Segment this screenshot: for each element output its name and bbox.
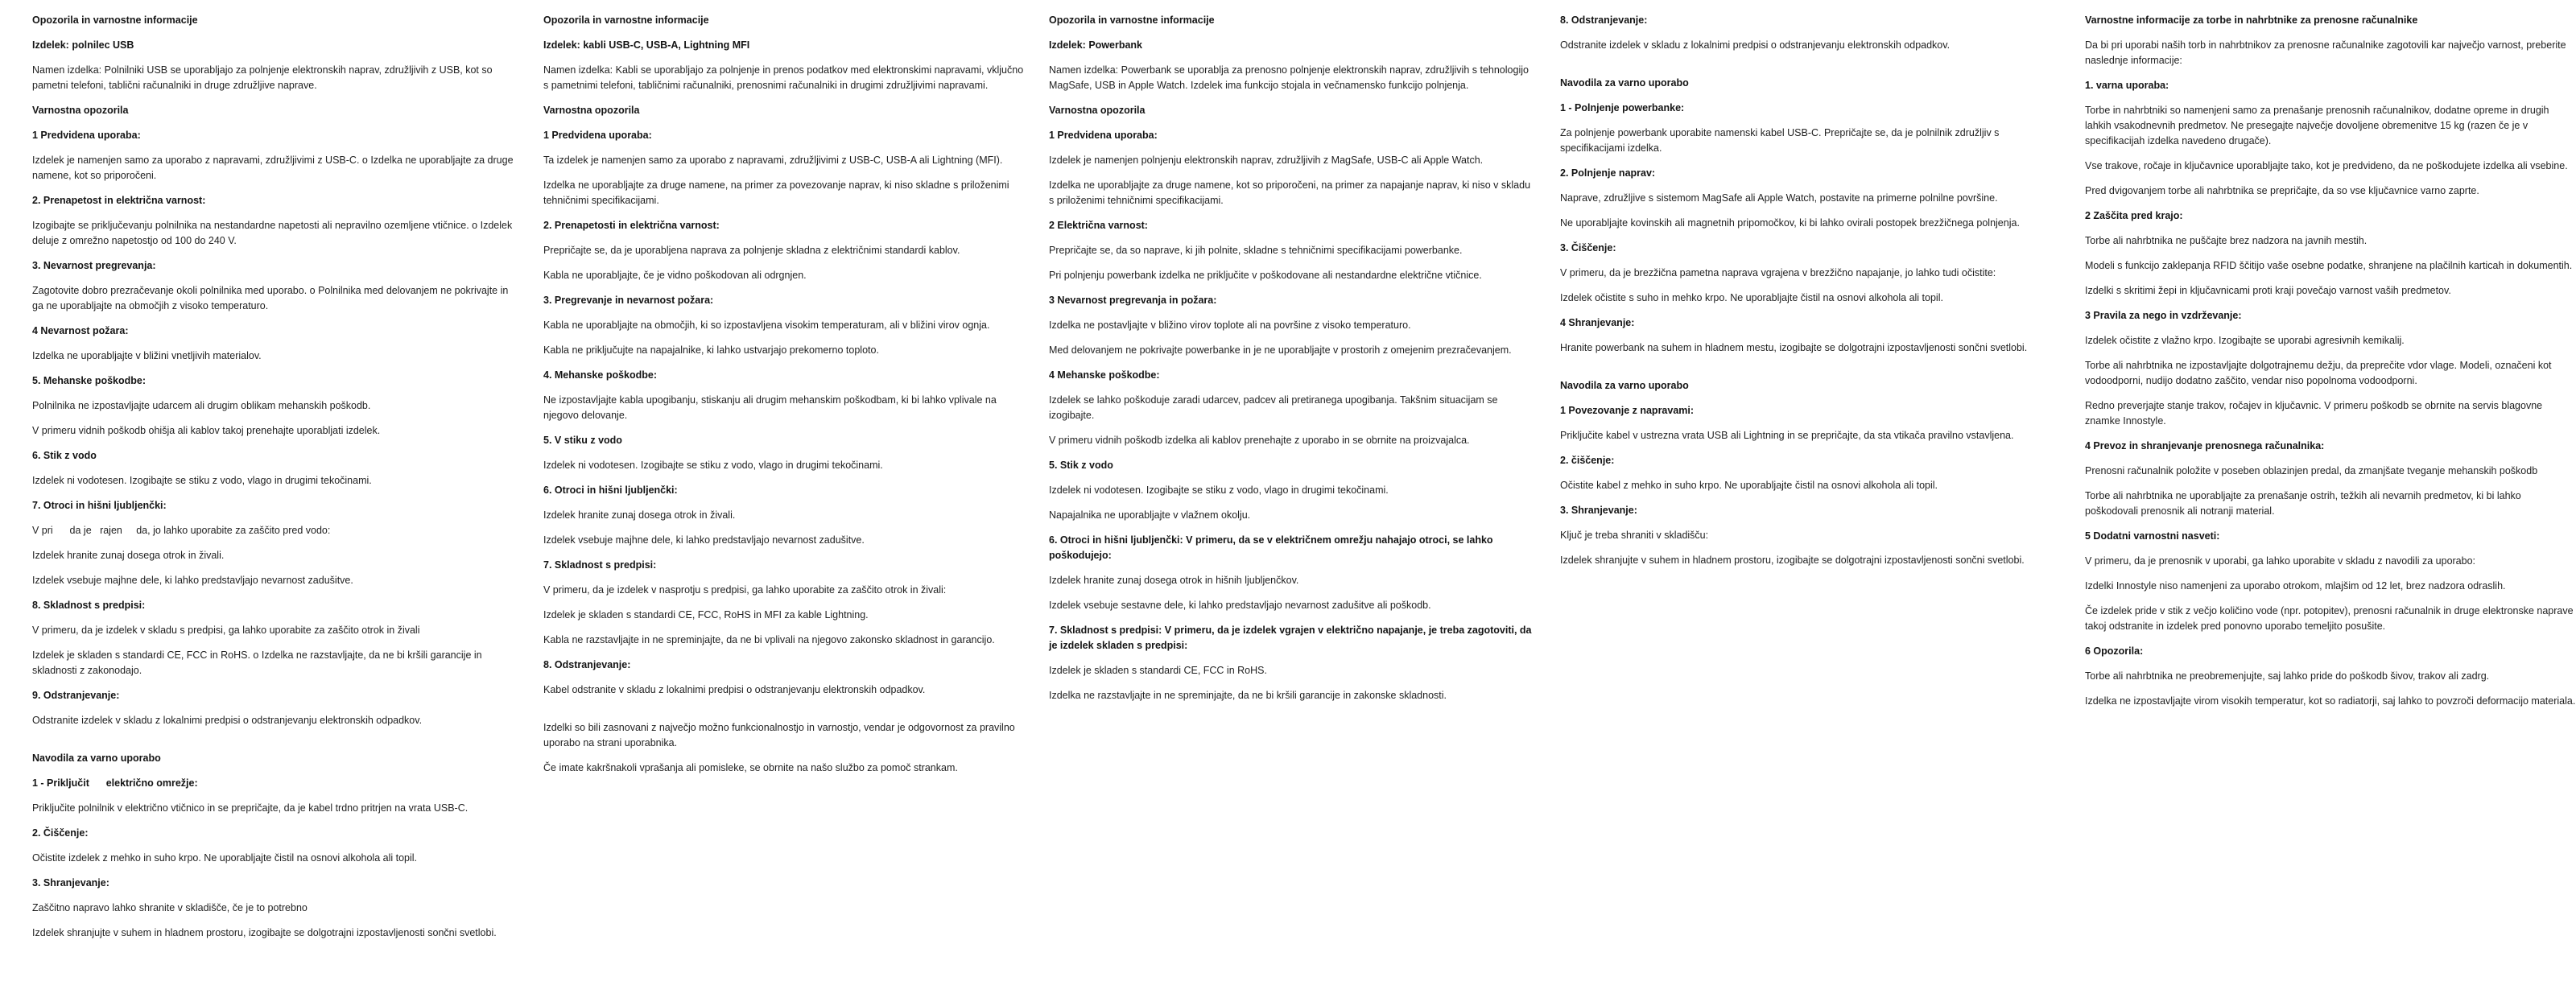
section-heading: 3. Pregrevanje in nevarnost požara: <box>543 295 714 306</box>
section-heading: Izdelek: kabli USB-C, USB-A, Lightning MFI <box>543 39 750 51</box>
paragraph: Izdelek ni vodotesen. Izogibajte se stiku z vodo, vlago in drugimi tekočinami. <box>32 475 372 486</box>
section-heading: Opozorila in varnostne informacije <box>1049 14 1215 26</box>
section-heading: 3. Shranjevanje: <box>32 877 109 888</box>
paragraph: Izdelek je namenjen samo za uporabo z napravami, združljivimi z USB-C. o Izdelka ne uporabljajte za druge namene, kot so priporočeni. <box>32 155 517 181</box>
section-heading: Izdelek: polnilec USB <box>32 39 134 51</box>
section-heading: 4 Prevoz in shranjevanje prenosnega računalnika: <box>2085 440 2325 451</box>
paragraph: Izdelek je namenjen polnjenju elektronskih naprav, združljivih z MagSafe, USB-C ali Apple Watch. <box>1049 155 1484 166</box>
section-heading: 3. Čiščenje: <box>1560 242 1616 254</box>
paragraph: Namen izdelka: Polnilniki USB se uporabljajo za polnjenje elektronskih naprav, združljivih z USB, kot so pametni telefoni, tablični računalniki in druge združljive naprave. <box>32 64 496 91</box>
paragraph: Izdelka ne uporabljajte v bližini vnetljivih materialov. <box>32 350 262 361</box>
paragraph: Torbe ali nahrbtnika ne uporabljajte za prenašanje ostrih, težkih ali nevarnih predmetov, ki bi lahko poškodovali prenosnik ali notranji material. <box>2085 490 2524 517</box>
section-heading: Varnostna opozorila <box>32 105 129 116</box>
paragraph: Izdelek hranite zunaj dosega otrok in hišnih ljubljenčkov. <box>1049 575 1299 586</box>
section-heading: 8. Odstranjevanje: <box>543 659 631 670</box>
paragraph: V primeru vidnih poškodb ohišja ali kablov takoj prenehajte uporabljati izdelek. <box>32 425 381 436</box>
section-heading: 6. Otroci in hišni ljubljenčki: <box>543 484 678 496</box>
section-heading: 1. varna uporaba: <box>2085 80 2169 91</box>
paragraph: Izdelki s skritimi žepi in ključavnicami proti kraji povečajo varnost vaših predmetov. <box>2085 285 2451 296</box>
paragraph: Če imate kakršnakoli vprašanja ali pomisleke, se obrnite na našo službo za pomoč strankam. <box>543 762 958 773</box>
column-laptop-bags-safety <box>2085 13 2576 719</box>
section-heading: 4 Mehanske poškodbe: <box>1049 369 1160 381</box>
paragraph: Izdelek je skladen s standardi CE, FCC, RoHS in MFI za kable Lightning. <box>543 609 869 621</box>
paragraph: V primeru vidnih poškodb izdelka ali kablov prenehajte z uporabo in se obrnite na proizvajalca. <box>1049 435 1470 446</box>
paragraph: Izdelek vsebuje majhne dele, ki lahko predstavljajo nevarnost zadušitve. <box>32 575 353 586</box>
section-heading: 1 Predvidena uporaba: <box>1049 130 1158 141</box>
paragraph: Ključ je treba shraniti v skladišču: <box>1560 530 1709 541</box>
paragraph: Hranite powerbank na suhem in hladnem mestu, izogibajte se dolgotrajni izpostavljenosti sončni svetlobi. <box>1560 342 2028 353</box>
paragraph: Izdelki so bili zasnovani z največjo možno funkcionalnostjo in varnostjo, vendar je odgovornost za pravilno uporabo na strani uporabnika. <box>543 722 1018 748</box>
paragraph: V primeru, da je izdelek v skladu s predpisi, ga lahko uporabite za zaščito otrok in živali <box>32 625 420 636</box>
section-heading: 1 - Polnjenje powerbanke: <box>1560 102 1685 113</box>
section-heading: 5. Stik z vodo <box>1049 460 1113 471</box>
paragraph: Napajalnika ne uporabljajte v vlažnem okolju. <box>1049 509 1251 521</box>
paragraph: Izdelek hranite zunaj dosega otrok in živali. <box>543 509 736 521</box>
section-heading: 4 Nevarnost požara: <box>32 325 129 336</box>
section-heading: 2 Zaščita pred krajo: <box>2085 210 2183 221</box>
paragraph: Izdelek shranjujte v suhem in hladnem prostoru, izogibajte se dolgotrajni izpostavljenosti sončni svetlobi. <box>32 927 497 938</box>
paragraph: Izdelka ne postavljajte v bližino virov toplote ali na površine z visoko temperaturo. <box>1049 320 1411 331</box>
paragraph: Torbe ali nahrbtnika ne preobremenjujte, saj lahko pride do poškodb šivov, trakov ali zadrg. <box>2085 670 2490 682</box>
paragraph: Ne izpostavljajte kabla upogibanju, stiskanju ali drugim mehanskim poškodbam, ki bi lahko vplivale na njegovo delovanje. <box>543 394 1000 421</box>
paragraph: Odstranite izdelek v skladu z lokalnimi predpisi o odstranjevanju elektronskih odpadkov. <box>1560 39 1951 51</box>
section-heading: 5. Mehanske poškodbe: <box>32 375 147 386</box>
section-heading: 3. Shranjevanje: <box>1560 505 1637 516</box>
paragraph: Izdelka ne uporabljajte za druge namene, na primer za povezovanje naprav, ki niso skladne s priloženimi tehničnimi specifikacijami. <box>543 179 1013 206</box>
paragraph: Kabel odstranite v skladu z lokalnimi predpisi o odstranjevanju elektronskih odpadkov. <box>543 684 926 695</box>
paragraph: Prenosni računalnik položite v poseben oblazinjen predal, da zmanjšate tveganje mehanskih poškodb <box>2085 465 2538 476</box>
paragraph: Zagotovite dobro prezračevanje okoli polnilnika med uporabo. o Polnilnika med delovanjem ne pokrivajte in ga ne uporabljajte na območjih z visoko temperaturo. <box>32 285 511 311</box>
paragraph: Izdelek ni vodotesen. Izogibajte se stiku z vodo, vlago in drugimi tekočinami. <box>543 460 883 471</box>
paragraph: Modeli s funkcijo zaklepanja RFID ščitijo vaše osebne podatke, shranjene na plačilnih karticah in dokumentih. <box>2085 260 2573 271</box>
paragraph: Očistite izdelek z mehko in suho krpo. Ne uporabljajte čistil na osnovi alkohola ali topil. <box>32 852 418 864</box>
section-heading: Izdelek: Powerbank <box>1049 39 1143 51</box>
section-heading: 1 Povezovanje z napravami: <box>1560 405 1695 416</box>
paragraph: Naprave, združljive s sistemom MagSafe ali Apple Watch, postavite na primerne polnilne površine. <box>1560 192 1998 204</box>
section-heading: Varnostna opozorila <box>543 105 640 116</box>
paragraph: Izdelki Innostyle niso namenjeni za uporabo otrokom, mlajšim od 12 let, brez nadzora odraslih. <box>2085 580 2506 592</box>
section-heading: 7. Skladnost s predpisi: <box>543 559 657 571</box>
section-heading: Navodila za varno uporabo <box>1560 380 1689 391</box>
paragraph: Izdelek se lahko poškoduje zaradi udarcev, padcev ali pretiranega upogibanja. Takšnim situacijam se izogibajte. <box>1049 394 1501 421</box>
paragraph: V primeru, da je prenosnik v uporabi, ga lahko uporabite v skladu z navodili za uporabo: <box>2085 555 2476 567</box>
paragraph: Odstranite izdelek v skladu z lokalnimi predpisi o odstranjevanju elektronskih odpadkov. <box>32 715 423 726</box>
paragraph: Med delovanjem ne pokrivajte powerbanke in je ne uporabljajte v prostorih z omejenim prezračevanjem. <box>1049 344 1512 356</box>
column-usb-charger-warnings <box>32 13 515 950</box>
paragraph: Vse trakove, ročaje in ključavnice uporabljajte tako, kot je predvideno, da ne poškodujete izdelka ali vsebine. <box>2085 160 2568 171</box>
paragraph: Kabla ne razstavljajte in ne spreminjajte, da ne bi vplivali na njegovo zakonsko skladnost in garancijo. <box>543 634 995 645</box>
section-heading: 3 Pravila za nego in vzdrževanje: <box>2085 310 2242 321</box>
section-heading: 5 Dodatni varnostni nasveti: <box>2085 530 2220 542</box>
section-heading: 2. Prenapetosti in električna varnost: <box>543 220 720 231</box>
paragraph: Zaščitno napravo lahko shranite v skladišče, če je to potrebno <box>32 902 308 913</box>
column-powerbank-warnings <box>1049 13 1532 713</box>
paragraph: Izdelek je skladen s standardi CE, FCC in RoHS. <box>1049 665 1267 676</box>
paragraph: Pred dvigovanjem torbe ali nahrbtnika se prepričajte, da so vse ključavnice varno zaprte. <box>2085 185 2479 196</box>
paragraph: Izdelek hranite zunaj dosega otrok in živali. <box>32 550 225 561</box>
paragraph: Izdelek vsebuje majhne dele, ki lahko predstavljajo nevarnost zadušitve. <box>543 534 865 546</box>
section-heading: 3. Nevarnost pregrevanja: <box>32 260 156 271</box>
section-heading: 2 Električna varnost: <box>1049 220 1148 231</box>
section-heading: 5. V stiku z vodo <box>543 435 622 446</box>
paragraph: V primeru, da je brezžična pametna naprava vgrajena v brezžično napajanje, jo lahko tudi očistite: <box>1560 267 1996 278</box>
paragraph: Za polnjenje powerbank uporabite namenski kabel USB-C. Prepričajte se, da je polnilnik združljiv s specifikacijami izdelka. <box>1560 127 2002 154</box>
section-heading: 4. Mehanske poškodbe: <box>543 369 658 381</box>
paragraph: Kabla ne uporabljajte, če je vidno poškodovan ali odrgnjen. <box>543 270 807 281</box>
section-heading: 1 Predvidena uporaba: <box>543 130 652 141</box>
paragraph: Namen izdelka: Powerbank se uporablja za prenosno polnjenje elektronskih naprav, združljivih s tehnologijo MagSafe, USB in Apple Watch. Izdelek ima funkcijo stojala in večnamensko funkcijo polnjenja. <box>1049 64 1532 91</box>
paragraph: Priključite polnilnik v električno vtičnico in se prepričajte, da je kabel trdno pritrjen na vrata USB-C. <box>32 802 469 814</box>
column-cables-warnings <box>543 13 1026 785</box>
section-heading: 2. Čiščenje: <box>32 827 89 839</box>
paragraph: Izdelek očistite z vlažno krpo. Izogibajte se uporabi agresivnih kemikalij. <box>2085 335 2405 346</box>
section-heading: Opozorila in varnostne informacije <box>32 14 198 26</box>
paragraph: Izdelek shranjujte v suhem in hladnem prostoru, izogibajte se dolgotrajni izpostavljenosti sončni svetlobi. <box>1560 555 2025 566</box>
paragraph: Izdelek vsebuje sestavne dele, ki lahko predstavljajo nevarnost zadušitve ali poškodb. <box>1049 600 1431 611</box>
paragraph: Polnilnika ne izpostavljajte udarcem ali drugim oblikam mehanskih poškodb. <box>32 400 371 411</box>
paragraph: Namen izdelka: Kabli se uporabljajo za polnjenje in prenos podatkov med elektronskimi napravami, vključno s pametnimi telefoni, tabličnimi računalniki, prenosnimi računalniki in drugimi združljivimi napravami. <box>543 64 1026 91</box>
paragraph: Očistite kabel z mehko in suho krpo. Ne uporabljajte čistil na osnovi alkohola ali topil. <box>1560 480 1938 491</box>
section-heading: 1 - Priključit električno omrežje: <box>32 777 198 789</box>
paragraph: Izdelek je skladen s standardi CE, FCC in RoHS. o Izdelka ne razstavljajte, da ne bi kršili garancije in skladnosti z zakonodajo. <box>32 649 485 676</box>
section-heading: 2. Polnjenje naprav: <box>1560 167 1656 179</box>
paragraph: Če izdelek pride v stik z večjo količino vode (npr. potopitev), prenosni računalnik in druge elektronske naprave takoj odstranite in izdelek pred ponovno uporabo temeljito posušite. <box>2085 605 2576 632</box>
column-powerbank-usage-instructions <box>1560 13 2043 578</box>
paragraph: Izdelek ni vodotesen. Izogibajte se stiku z vodo, vlago in drugimi tekočinami. <box>1049 484 1389 496</box>
section-heading: 8. Skladnost s predpisi: <box>32 600 146 611</box>
paragraph: Torbe ali nahrbtnika ne puščajte brez nadzora na javnih mestih. <box>2085 235 2368 246</box>
section-heading: Varnostna opozorila <box>1049 105 1146 116</box>
section-heading: Navodila za varno uporabo <box>1560 77 1689 89</box>
paragraph: Ne uporabljajte kovinskih ali magnetnih pripomočkov, ki bi lahko ovirali postopek brezžičnega polnjenja. <box>1560 217 2020 229</box>
section-heading: Navodila za varno uporabo <box>32 752 161 764</box>
section-heading: 2. čiščenje: <box>1560 455 1615 466</box>
section-heading: 1 Predvidena uporaba: <box>32 130 141 141</box>
paragraph: Izogibajte se priključevanju polnilnika na nestandardne napetosti ali nepravilno ozemljene vtičnice. o Izdelek deluje z omrežno napetostjo od 100 do 240 V. <box>32 220 515 246</box>
paragraph: Izdelka ne razstavljajte in ne spreminjajte, da ne bi kršili garancije in zakonske skladnosti. <box>1049 690 1447 701</box>
paragraph: Pri polnjenju powerbank izdelka ne priključite v poškodovane ali nestandardne električne vtičnice. <box>1049 270 1482 281</box>
paragraph: V primeru, da je izdelek v nasprotju s predpisi, ga lahko uporabite za zaščito otrok in živali: <box>543 584 947 596</box>
paragraph: Torbe in nahrbtniki so namenjeni samo za prenašanje prenosnih računalnikov, dodatne opreme in drugih lahkih vsakodnevnih predmetov. Ne presegajte največje dovoljene obremenitve 15 kg (razen če je v specifikacijah izdelka navedeno drugače). <box>2085 105 2552 146</box>
paragraph: Redno preverjajte stanje trakov, ročajev in ključavnic. V primeru poškodb se obrnite na servis blagovne znamke Innostyle. <box>2085 400 2545 427</box>
section-heading: 2. Prenapetost in električna varnost: <box>32 195 206 206</box>
section-heading: Opozorila in varnostne informacije <box>543 14 709 26</box>
section-heading: Varnostne informacije za torbe in nahrbtnike za prenosne računalnike <box>2085 14 2418 26</box>
paragraph: Ta izdelek je namenjen samo za uporabo z napravami, združljivimi z USB-C, USB-A ali Lightning (MFI). <box>543 155 1003 166</box>
section-heading: 7. Otroci in hišni ljubljenčki: <box>32 500 167 511</box>
paragraph: Izdelka ne uporabljajte za druge namene, kot so priporočeni, na primer za napajanje naprav, ki niso v skladu s priloženimi tehničnimi specifikacijami. <box>1049 179 1534 206</box>
paragraph: Izdelka ne izpostavljajte virom visokih temperatur, kot so radiatorji, saj lahko to povzroči deformacijo materiala. <box>2085 695 2576 707</box>
section-heading: 7. Skladnost s predpisi: V primeru, da je izdelek vgrajen v električno napajanje, je treba zagotoviti, da je izdelek skladen s predpisi: <box>1049 625 1534 651</box>
section-heading: 8. Odstranjevanje: <box>1560 14 1648 26</box>
paragraph: Torbe ali nahrbtnika ne izpostavljajte dolgotrajnemu dežju, da preprečite vdor vlage. Modeli, označeni kot vodoodporni, nudijo dodatno zaščito, vendar niso popolnoma vodoodporni. <box>2085 360 2554 386</box>
section-heading: 9. Odstranjevanje: <box>32 690 120 701</box>
paragraph: Prepričajte se, da so naprave, ki jih polnite, skladne s tehničnimi specifikacijami powerbanke. <box>1049 245 1463 256</box>
paragraph: Prepričajte se, da je uporabljena naprava za polnjenje skladna z električnimi standardi kablov. <box>543 245 960 256</box>
paragraph: Priključite kabel v ustrezna vrata USB ali Lightning in se prepričajte, da sta vtikača pravilno vstavljena. <box>1560 430 2014 441</box>
paragraph: Izdelek očistite s suho in mehko krpo. Ne uporabljajte čistil na osnovi alkohola ali topil. <box>1560 292 1943 303</box>
section-heading: 6. Stik z vodo <box>32 450 97 461</box>
section-heading: 6 Opozorila: <box>2085 645 2144 657</box>
section-heading: 6. Otroci in hišni ljubljenčki: V primeru, da se v električnem omrežju nahajajo otroci, se lahko poškodujejo: <box>1049 534 1496 561</box>
paragraph: Da bi pri uporabi naših torb in nahrbtnikov za prenosne računalnike zagotovili kar največjo varnost, preberite naslednje informacije: <box>2085 39 2570 66</box>
paragraph: Kabla ne priključujte na napajalnike, ki lahko ustvarjajo prekomerno toploto. <box>543 344 879 356</box>
section-heading: 3 Nevarnost pregrevanja in požara: <box>1049 295 1217 306</box>
paragraph: Kabla ne uporabljajte na območjih, ki so izpostavljena visokim temperaturam, ali v bližini virov ognja. <box>543 320 990 331</box>
section-heading: 4 Shranjevanje: <box>1560 317 1635 328</box>
paragraph: V pri da je rajen da, jo lahko uporabite za zaščito pred vodo: <box>32 525 331 536</box>
